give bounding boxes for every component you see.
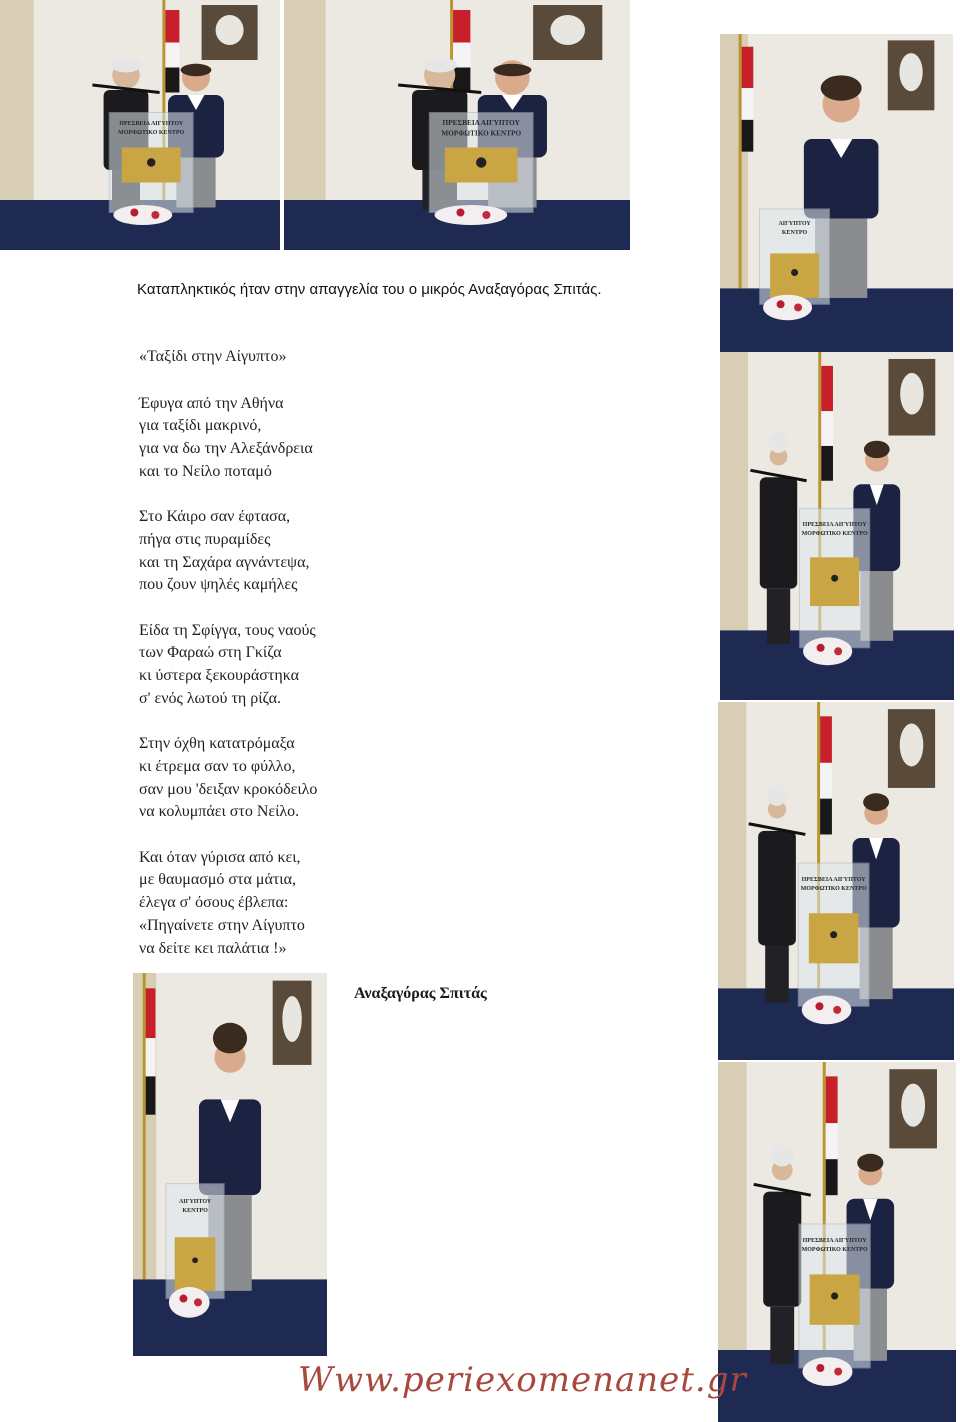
man-jacket xyxy=(758,831,796,946)
painting-figure xyxy=(899,53,922,91)
podium-sign-text: ΜΟΡΦΩΤΙΚΟ ΚΕΝΤΡΟ xyxy=(801,1247,868,1253)
eagle-emblem xyxy=(147,158,155,166)
poem-stanza-4 xyxy=(139,733,559,824)
painting-figure xyxy=(216,15,244,45)
red-flower xyxy=(834,1368,842,1376)
boy-hair xyxy=(857,1154,883,1172)
red-flower xyxy=(179,1295,187,1303)
man-hair xyxy=(768,432,788,453)
poem-line: Στην όχθη κατατρόμαξα xyxy=(139,735,295,753)
flag-red xyxy=(821,366,833,411)
poem-line: «Πηγαίνετε στην Αίγυπτο xyxy=(139,916,305,934)
poem-title: «Ταξίδι στην Αίγυπτο» xyxy=(139,348,287,365)
poem-stanza-1 xyxy=(139,393,559,484)
eagle-emblem xyxy=(831,575,838,582)
eagle-emblem xyxy=(192,1257,198,1263)
flag-white xyxy=(165,43,179,68)
painting-figure xyxy=(550,15,585,45)
flag-red xyxy=(146,988,156,1038)
flag-red xyxy=(453,10,470,43)
poem-line: πήγα στις πυραμίδες xyxy=(139,530,271,548)
red-flower xyxy=(816,1364,824,1372)
poem-line: Είδα τη Σφίγγα, τους ναούς xyxy=(139,621,316,639)
flag-black xyxy=(165,68,179,93)
poem-line: Έφυγα από την Αθήνα xyxy=(139,394,284,412)
podium-sign-text: ΚΕΝΤΡΟ xyxy=(182,1207,208,1214)
podium-plaque xyxy=(175,1237,216,1291)
flag-white xyxy=(146,1038,156,1076)
poem-line: σ' ενός λωτού τη ρίζα. xyxy=(139,689,281,707)
event-photo-3 xyxy=(720,34,953,352)
red-flower xyxy=(194,1298,202,1306)
poem-line: των Φαραώ στη Γκίζα xyxy=(139,644,282,662)
poem-line: Και όταν γύρισα από κει, xyxy=(139,848,301,866)
flag-red xyxy=(820,716,832,763)
poem-line: και τη Σαχάρα αγνάντεψα, xyxy=(139,553,310,571)
poem-line: να δείτε κει παλάτια !» xyxy=(139,939,287,957)
event-photo-1 xyxy=(0,0,280,250)
painting-figure xyxy=(901,1084,925,1127)
poem-line: σαν μου 'δειξαν κροκόδειλο xyxy=(139,780,318,798)
podium-plaque xyxy=(810,1274,860,1324)
podium-sign-text: ΠΡΕΣΒΕΙΑ ΑΙΓΥΠΤΟΥ xyxy=(802,1238,867,1244)
podium-sign-text: ΚΕΝΤΡΟ xyxy=(781,229,808,236)
poem-line: και το Νείλο ποταμό xyxy=(139,462,272,480)
flag-black xyxy=(826,1159,838,1195)
poem-line: που ζουν ψηλές καμήλες xyxy=(139,576,298,594)
boy-hair xyxy=(213,1023,247,1054)
podium-sign-text: ΠΡΕΣΒΕΙΑ ΑΙΓΥΠΤΟΥ xyxy=(801,877,866,883)
podium-sign-text: ΑΙΓΥΠΤΟΥ xyxy=(778,220,811,227)
red-flower xyxy=(151,211,159,219)
flag-white xyxy=(826,1123,838,1159)
boy-hair xyxy=(863,793,889,811)
flag-black xyxy=(821,446,833,481)
boy-hair xyxy=(181,64,212,77)
flag-red xyxy=(826,1076,838,1123)
poem-stanza-3 xyxy=(139,620,559,711)
wall-panel xyxy=(720,352,748,630)
wall-panel xyxy=(718,1062,747,1350)
painting-figure xyxy=(900,723,924,766)
man-jacket xyxy=(760,477,797,588)
red-flower xyxy=(833,1006,841,1014)
flag-red xyxy=(742,47,754,88)
flower-arrangement xyxy=(803,637,852,665)
boy-hair xyxy=(821,75,862,100)
poem-line: για να δω την Αλεξάνδρεια xyxy=(139,440,313,458)
poem-stanza-5 xyxy=(139,847,559,961)
red-flower xyxy=(130,209,138,217)
wall-panel xyxy=(718,702,746,988)
man-hair xyxy=(111,58,142,73)
man-trousers xyxy=(770,1307,794,1365)
website-watermark[interactable]: Www.periexomenanet.gr xyxy=(298,1360,747,1400)
podium-sign-text: ΜΟΡΦΩΤΙΚΟ ΚΕΝΤΡΟ xyxy=(801,531,868,537)
poem-line: κι έτρεμα σαν το φύλλο, xyxy=(139,757,296,775)
eagle-emblem xyxy=(791,269,798,276)
wall-panel xyxy=(0,0,34,200)
painting-figure xyxy=(282,996,301,1042)
red-flower xyxy=(777,300,785,308)
podium-sign-text: ΜΟΡΦΩΤΙΚΟ ΚΕΝΤΡΟ xyxy=(441,129,522,138)
poem-line: με θαυμασμό στα μάτια, xyxy=(139,871,296,889)
flower-arrangement xyxy=(113,205,172,225)
poem-stanza-2 xyxy=(139,506,559,597)
red-flower xyxy=(794,303,802,311)
flag-white xyxy=(821,411,833,446)
man-trousers xyxy=(767,589,790,645)
podium-sign-text: ΠΡΕΣΒΕΙΑ ΑΙΓΥΠΤΟΥ xyxy=(119,121,184,127)
red-flower xyxy=(817,644,825,652)
boy-hair xyxy=(493,64,531,77)
poem-line: για ταξίδι μακρινό, xyxy=(139,417,262,435)
podium-sign-text: ΠΡΕΣΒΕΙΑ ΑΙΓΥΠΤΟΥ xyxy=(442,119,520,127)
flagpole xyxy=(143,973,146,1279)
flower-arrangement xyxy=(802,1357,852,1386)
man-trousers xyxy=(765,945,789,1002)
podium-plaque xyxy=(809,913,859,963)
flower-arrangement xyxy=(169,1287,210,1318)
poem-line: Στο Κάιρο σαν έφτασα, xyxy=(139,508,291,526)
poem-author: Αναξαγόρας Σπιτάς xyxy=(354,985,487,1002)
eagle-emblem xyxy=(831,1292,838,1299)
event-photo-7 xyxy=(133,973,327,1356)
flower-arrangement xyxy=(435,205,508,225)
poem-line: έλεγα σ' όσους έβλεπα: xyxy=(139,894,289,912)
painting-figure xyxy=(900,373,923,415)
flower-arrangement xyxy=(763,295,812,320)
wall-panel xyxy=(284,0,326,200)
flower-arrangement xyxy=(802,996,852,1025)
poem-line: να κολυμπάει στο Νείλο. xyxy=(139,803,300,821)
red-flower xyxy=(456,209,464,217)
red-flower xyxy=(482,211,490,219)
event-photo-5 xyxy=(718,702,954,1060)
poem-line: κι ύστερα ξεκουράστηκα xyxy=(139,667,300,685)
photo-caption: Καταπληκτικός ήταν στην απαγγελία του ο μικρός Αναξαγόρας Σπιτάς. xyxy=(137,281,602,298)
event-photo-4 xyxy=(720,352,954,700)
eagle-emblem xyxy=(830,931,837,938)
podium-sign-text: ΜΟΡΦΩΤΙΚΟ ΚΕΝΤΡΟ xyxy=(118,130,185,136)
man-hair xyxy=(767,784,787,805)
boy-hair xyxy=(864,441,890,458)
red-flower xyxy=(834,647,842,655)
flag-black xyxy=(820,799,832,835)
flag-red xyxy=(165,10,179,43)
man-hair xyxy=(422,58,457,73)
poem xyxy=(139,346,559,983)
man-jacket xyxy=(763,1192,801,1307)
podium-sign-text: ΜΟΡΦΩΤΙΚΟ ΚΕΝΤΡΟ xyxy=(800,886,867,892)
event-photo-2 xyxy=(284,0,630,250)
podium-sign-text: ΠΡΕΣΒΕΙΑ ΑΙΓΥΠΤΟΥ xyxy=(802,522,867,528)
eagle-emblem xyxy=(476,157,486,167)
flag-white xyxy=(820,763,832,799)
flag-white xyxy=(742,88,754,120)
red-flower xyxy=(815,1002,823,1010)
flag-black xyxy=(146,1076,156,1114)
event-photo-6 xyxy=(718,1062,956,1422)
flag-black xyxy=(742,120,754,152)
podium-sign-text: ΑΙΓΥΠΤΟΥ xyxy=(178,1198,212,1205)
flagpole xyxy=(739,34,742,288)
man-hair xyxy=(771,1145,794,1167)
